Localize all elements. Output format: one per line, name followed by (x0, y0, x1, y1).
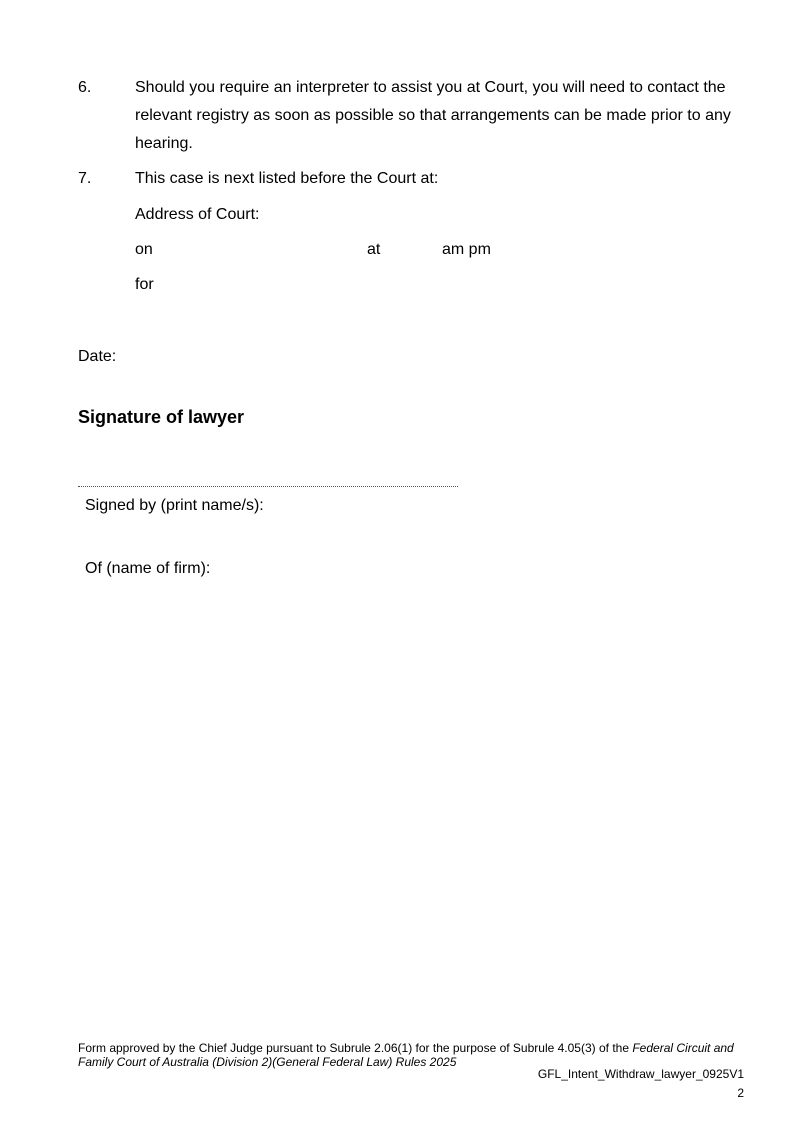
approval-text: Form approved by the Chief Judge pursuant to Subrule 2.06(1) for the purpose of Subrule 4.05(3) of the (78, 1041, 633, 1055)
signature-line (78, 486, 458, 487)
listing-for-label: for (135, 276, 154, 293)
listing-ampm-label: am pm (442, 241, 491, 258)
page-number: 2 (737, 1086, 744, 1100)
address-of-court-label: Address of Court: (135, 206, 260, 223)
signature-heading: Signature of lawyer (78, 407, 245, 427)
form-approval-note (78, 1041, 758, 1069)
item-7-text: This case is next listed before the Court at: (135, 170, 439, 187)
item-6-number: 6. (78, 79, 92, 96)
signed-by-label: Signed by (print name/s): (85, 497, 264, 514)
listing-on-label: on (135, 241, 153, 258)
form-code: GFL_Intent_Withdraw_lawyer_0925V1 (537, 1067, 744, 1081)
item-7-number: 7. (78, 170, 92, 187)
firm-name-label: Of (name of firm): (85, 560, 211, 577)
date-label: Date: (78, 348, 117, 365)
rules-title: Federal Circuit and Family Court of Australia (Division 2)(General Federal Law) Rules 2025 (78, 1041, 734, 1069)
listing-at-label: at (367, 241, 381, 258)
item-6-text: Should you require an interpreter to assist you at Court, you will need to contact the relevant registry as soon as possible so that arrangements can be made prior to any hearing. (135, 79, 731, 152)
